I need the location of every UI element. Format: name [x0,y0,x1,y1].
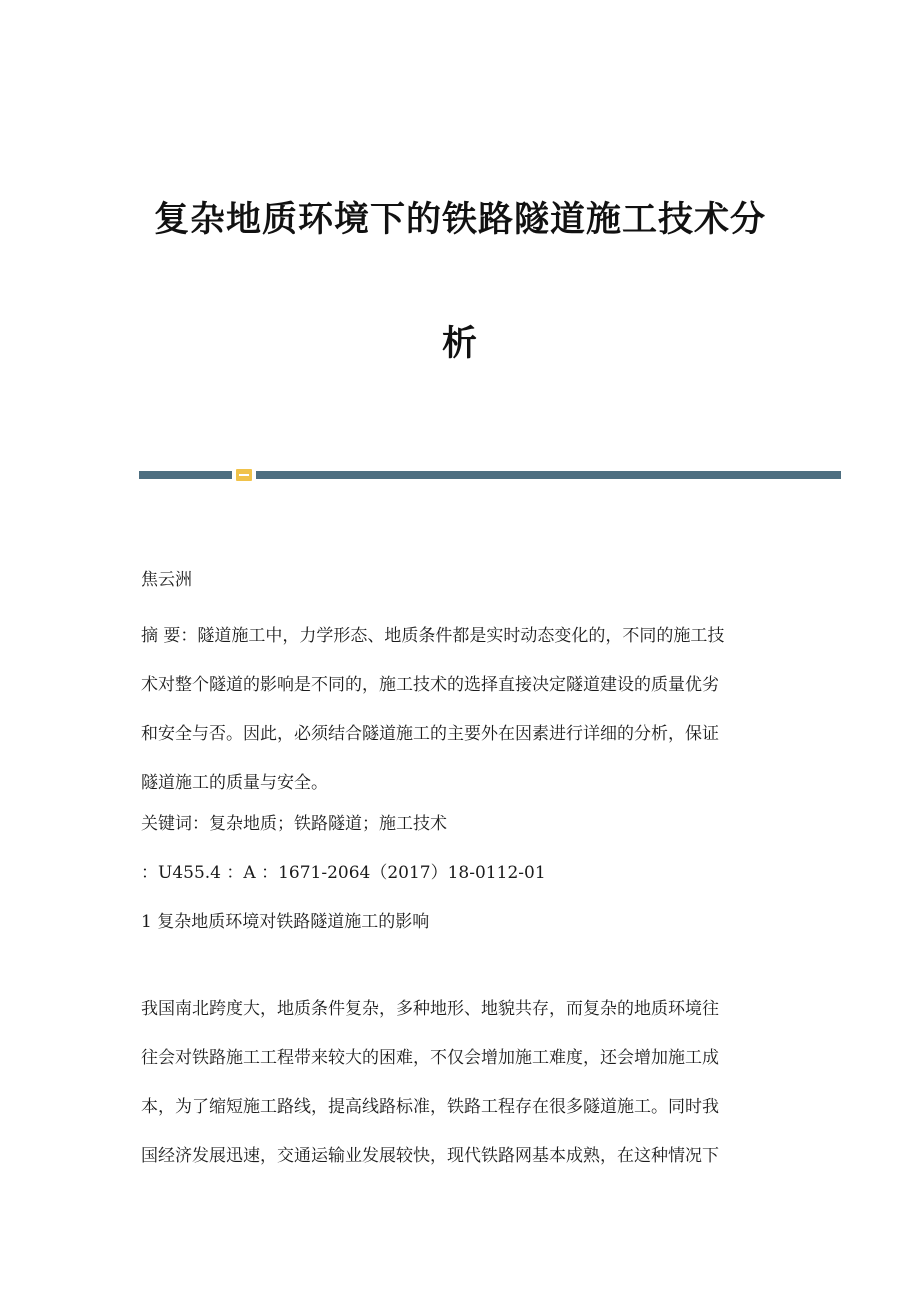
classification-line: ：U455.4 ：A ：1671-2064（2017）18-0112-01 [141,863,546,883]
abstract-line: 和安全与否。因此，必须结合隧道施工的主要外在因素进行详细的分析，保证 [141,724,719,744]
author-name: 焦云洲 [141,570,192,590]
section-heading: 1 复杂地质环境对铁路隧道施工的影响 [141,912,430,932]
abstract-paragraph [141,612,781,808]
title-divider-right [256,471,841,479]
abstract-line: 隧道施工的质量与安全。 [141,773,328,793]
body-paragraph [141,985,781,1181]
document-title-line-2: 析 [441,324,478,364]
title-divider-left [139,471,232,479]
abstract-line: 摘 要：隧道施工中，力学形态、地质条件都是实时动态变化的，不同的施工技 [141,626,725,646]
body-line: 我国南北跨度大，地质条件复杂，多种地形、地貌共存，而复杂的地质环境往 [141,999,719,1019]
keywords-line: 关键词：复杂地质；铁路隧道；施工技术 [141,814,447,834]
body-line: 往会对铁路施工工程带来较大的困难，不仅会增加施工难度，还会增加施工成 [141,1048,719,1068]
document-title-line-1: 复杂地质环境下的铁路隧道施工技术分 [153,200,766,240]
divider-badge-icon [236,469,252,481]
body-line: 本，为了缩短施工路线，提高线路标准，铁路工程存在很多隧道施工。同时我 [141,1097,719,1117]
abstract-line: 术对整个隧道的影响是不同的，施工技术的选择直接决定隧道建设的质量优劣 [141,675,719,695]
body-line: 国经济发展迅速，交通运输业发展较快，现代铁路网基本成熟，在这种情况下 [141,1146,719,1166]
